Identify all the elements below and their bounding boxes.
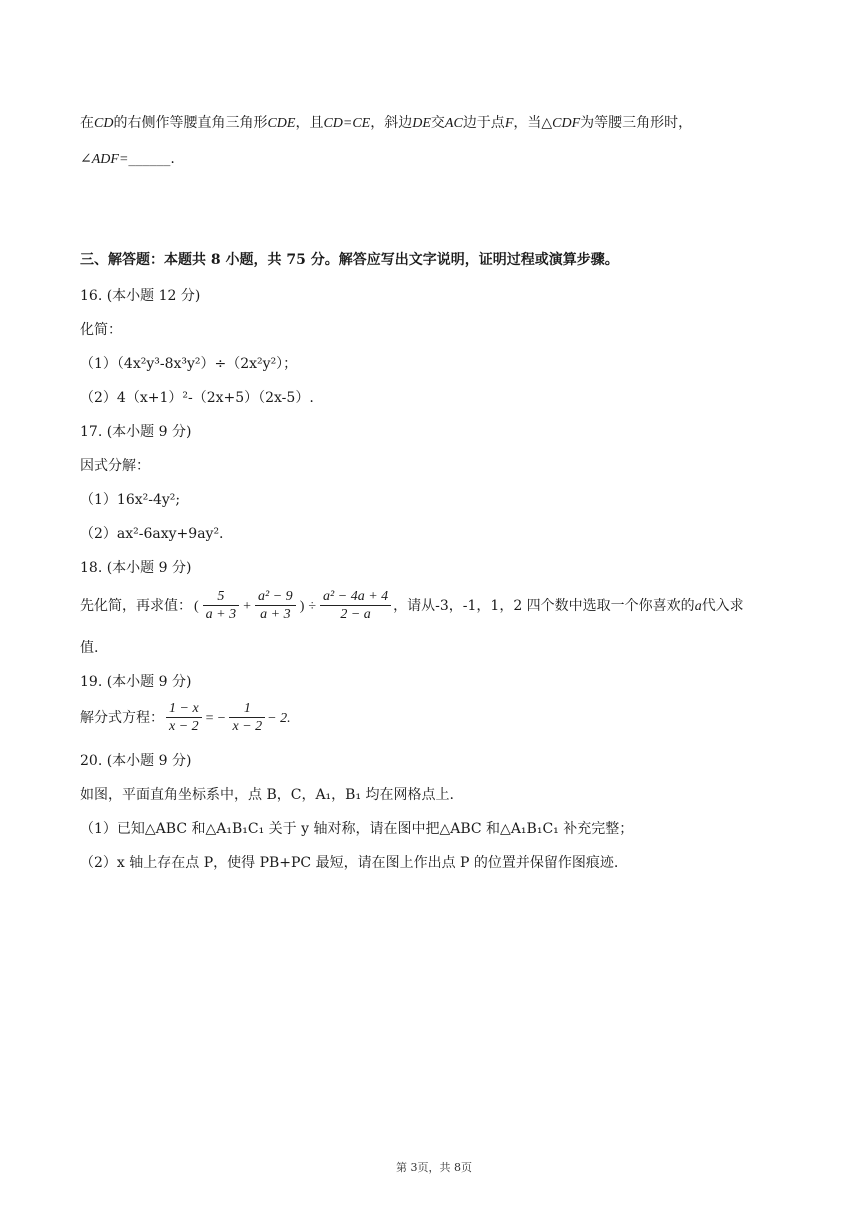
- text: .: [170, 151, 175, 167]
- q20-part2: （2）x 轴上存在点 P，使得 PB+PC 最短，请在图上作出点 P 的位置并保留作图痕迹.: [80, 855, 619, 871]
- text: ，斜边: [370, 115, 413, 131]
- plus-sign: +: [243, 599, 252, 614]
- fraction-right: [229, 700, 265, 735]
- fraction-left: [166, 700, 202, 735]
- q17-part2: （2）ax²-6axy+9ay².: [80, 526, 224, 542]
- q19-body: [80, 700, 808, 737]
- text: 代入求: [701, 598, 744, 614]
- var-de: DE: [412, 116, 431, 131]
- numerator: a² − 9: [255, 588, 296, 606]
- var-cdf: CDF: [552, 116, 581, 131]
- text: 先化简，再求值：: [80, 598, 192, 614]
- q18-body: [80, 588, 808, 625]
- close-paren: ): [299, 599, 305, 614]
- text: 的右侧作等腰直角三角形: [113, 115, 268, 131]
- denominator: a + 3: [260, 606, 291, 622]
- q15-line2: [80, 150, 808, 169]
- numerator: 5: [203, 588, 239, 606]
- var-cde: CDE: [267, 116, 296, 131]
- denominator: x − 2: [232, 718, 263, 734]
- fraction-2: [255, 588, 296, 623]
- page-footer: 第 3页，共 8页: [396, 1161, 472, 1174]
- var-f: F: [504, 116, 514, 131]
- var-ac: AC: [444, 116, 463, 131]
- q16-instruction: 化简：: [80, 322, 122, 338]
- text: ，当△: [513, 115, 553, 131]
- divide-sign: ÷: [308, 599, 317, 614]
- q17-header: 17. (本小题 9 分): [80, 424, 192, 440]
- q16-part1: （1）（4x²y³-8x³y²）÷（2x²y²）；: [80, 356, 298, 372]
- var-a: a: [694, 599, 702, 614]
- text: 交: [430, 115, 445, 131]
- text: − 2.: [267, 711, 291, 726]
- open-paren: (: [194, 599, 199, 614]
- q18-continuation: 值.: [80, 640, 99, 656]
- q18-header: 18. (本小题 9 分): [80, 560, 192, 576]
- q20-part1: （1）已知△ABC 和△A₁B₁C₁ 关于 y 轴对称，请在图中把△ABC 和△A₁B₁C₁ 补充完整；: [80, 821, 634, 837]
- text: ，请从-3，-1，1，2 四个数中选取一个你喜欢的: [393, 598, 695, 614]
- denominator: 2 − a: [340, 606, 371, 622]
- q17-part1: （1）16x²-4y²;: [80, 492, 181, 508]
- angle-adf: ∠ADF=: [80, 152, 129, 167]
- var-cd-ce: CD=CE: [323, 116, 371, 131]
- q16-header: 16. (本小题 12 分): [80, 288, 201, 304]
- q19-header: 19. (本小题 9 分): [80, 674, 192, 690]
- text: 解分式方程：: [80, 710, 164, 726]
- fraction-3: [320, 588, 391, 623]
- numerator: 1 − x: [166, 700, 202, 718]
- denominator: x − 2: [169, 718, 199, 734]
- numerator: 1: [229, 700, 265, 718]
- fraction-1: [203, 588, 239, 623]
- text: 边于点: [462, 115, 505, 131]
- var-cd: CD: [94, 116, 114, 131]
- answer-blank: ______: [128, 151, 171, 167]
- q16-part2: （2）4（x+1）²-（2x+5）（2x-5）.: [80, 390, 314, 406]
- text: ，且: [295, 115, 324, 131]
- text: 为等腰三角形时，: [580, 115, 693, 131]
- q17-instruction: 因式分解：: [80, 458, 150, 474]
- denominator: a + 3: [205, 606, 237, 622]
- minus-sign: −: [217, 711, 226, 726]
- q20-header: 20. (本小题 9 分): [80, 753, 192, 769]
- equals-sign: =: [205, 711, 214, 726]
- section-heading: 三、解答题：本题共 8 小题，共 75 分。解答应写出文字说明，证明过程或演算步骤。: [80, 252, 619, 268]
- numerator: a² − 4a + 4: [320, 588, 391, 606]
- q15-line1: [80, 114, 808, 133]
- q20-intro: 如图，平面直角坐标系中，点 B，C，A₁，B₁ 均在网格点上.: [80, 787, 454, 803]
- text: 在: [80, 115, 94, 131]
